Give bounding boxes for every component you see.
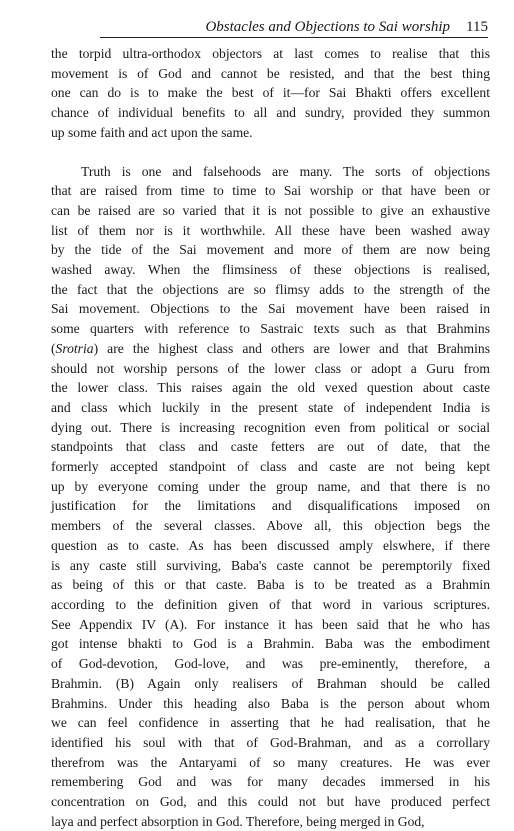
text-line: the lower class. This raises again the old vexed question about caste [51,380,490,396]
text-line: concentration on God, and this could not but have produced perfect [51,794,490,810]
text-line: identified his soul with that of God-Brahman, and as a corrollary [51,734,490,750]
text-line: See Appendix IV (A). For instance it has been said that he who has [51,616,490,632]
text-line: Truth is one and falsehoods are many. The sorts of objections [81,163,490,179]
page-number: 115 [466,19,488,35]
text-line: up by everyone coming under the group name, and that there is no [51,478,490,494]
text-line: we can feel confidence in asserting that he had realisation, that he [51,715,490,731]
text-line: washed away. When the flimsiness of these objections is realised, [51,262,490,278]
text-line: therefrom was the Antaryami of so many creatures. He was ever [51,754,490,770]
text-line: Sai movement. Objections to the Sai movement have been raised in [51,301,490,317]
text-line: members of the several classes. Above all, this objection begs the [51,518,490,534]
text-line: got intense bhakti to God is a Brahmin. Baba was the embodiment [51,636,490,652]
text-line: justification for the limitations and disqualifications imposed on [51,498,490,514]
text-line: one can do is to make the best of it—for Sai Bhakti offers excellent [51,85,490,101]
paragraph-continued [51,44,490,143]
text-line: as being of this or that caste. Baba is to be treated as a Brahmin [51,577,490,593]
text-line: chance of individual benefits to all and sundry, provided they summon [51,105,490,121]
text-line: formerly accepted standpoint of class and caste are not being kept [51,459,490,475]
text-line: the fact that the objections are so flimsy adds to the strength of the [51,281,490,297]
text-line: according to the definition given of that word in various scriptures. [51,596,490,612]
chapter-title: Obstacles and Objections to Sai worship [205,19,451,35]
text-line: standpoints that class and caste fetters are out of date, that the [51,439,490,455]
text-line: Brahmins. Under this heading also Baba is the person about whom [51,695,490,711]
text-line: movement is of God and cannot be resisted, and that the best thing [51,65,490,81]
text-line: Brahmin. (B) Again only realisers of Brahman should be called [51,675,490,691]
running-header [100,15,488,38]
text-line: list of them nor is it worthwhile. All these have been washed away [51,222,490,238]
body-text [51,44,490,831]
text-line: up some faith and act upon the same. [51,124,253,140]
text-line: can be raised are so varied that it is not possible to give an exhaustive [51,202,490,218]
text-line: dying out. There is increasing recognition even from political or social [51,419,490,435]
text-line: remembering God and was for many decades immersed in his [51,774,490,790]
text-line: is any caste still surviving, Baba's caste cannot be peremptorily fixed [51,557,490,573]
text-line: should not worship persons of the lower class or adopt a Guru from [51,360,490,376]
text-line: by the tide of the Sai movement and more of them are now being [51,242,490,258]
text-line: the torpid ultra-orthodox objectors at last comes to realise that this [51,46,490,61]
text-line: and class which luckily in the present state of independent India is [51,399,490,415]
text-line: (Srotria) are the highest class and others are lower and that Brahmins [51,340,490,356]
text-line: some quarters with reference to Sastraic texts such as that Brahmins [51,321,490,337]
paragraph-truth-is-one [51,162,490,831]
text-line: that are raised from time to time to Sai worship or that have been or [51,183,490,199]
text-line: question as to caste. As has been discussed amply elswhere, if there [51,537,490,553]
text-line: of God-devotion, God-love, and was pre-eminently, therefore, a [51,656,490,672]
text-line: laya and perfect absorption in God. Therefore, being merged in God, [51,813,425,829]
